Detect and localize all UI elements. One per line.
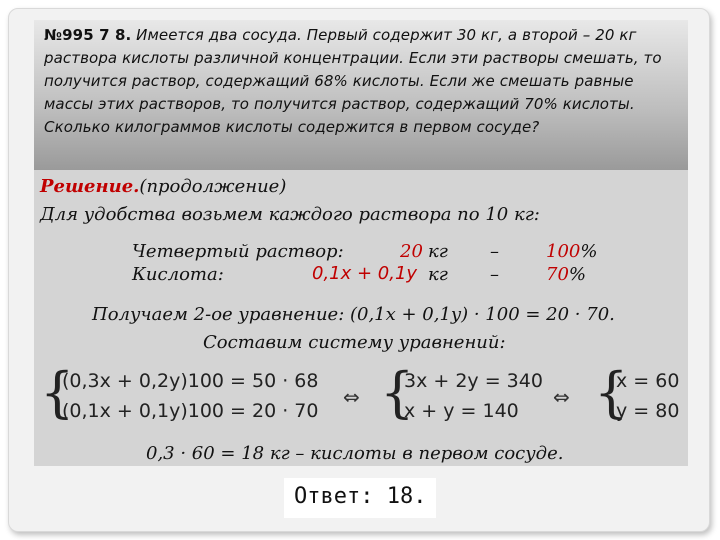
- system2-brace: {: [380, 361, 415, 424]
- system3-eq1: x = 60: [616, 370, 680, 392]
- problem-line-2: раствора кислоты различной концентрации. Если эти растворы смешать, то: [44, 49, 662, 67]
- row2-value: 0,1x + 0,1y: [312, 263, 418, 284]
- equiv-arrow-2: ⇔: [553, 385, 570, 409]
- solution-intro: Для удобства возьмем каждого раствора по 10 кг:: [40, 204, 540, 225]
- row2-percent: 70%: [546, 264, 587, 285]
- equiv-arrow-1: ⇔: [343, 385, 360, 409]
- problem-number: №995 7 8.: [44, 26, 132, 44]
- system3-brace: {: [594, 361, 629, 424]
- system3-eq2: y = 80: [616, 400, 680, 422]
- equation-2: Получаем 2-ое уравнение: (0,1x + 0,1y) · 100 = 20 · 70.: [92, 304, 615, 325]
- problem-statement: [44, 24, 684, 139]
- row2-label: Кислота:: [132, 264, 224, 285]
- row1-unit: кг: [428, 241, 448, 262]
- problem-line-1: №995 7 8. Имеется два сосуда. Первый содержит 30 кг, а второй – 20 кг: [44, 26, 637, 44]
- row1-dash: –: [490, 241, 499, 262]
- row1-value: 20: [400, 241, 423, 262]
- problem-line-5: Сколько килограммов кислоты содержится в первом сосуде?: [44, 118, 540, 136]
- row1-percent: 100%: [546, 241, 598, 262]
- system1-eq2: (0,1x + 0,1y)100 = 20 · 70: [62, 400, 319, 422]
- system-intro: Составим систему уравнений:: [203, 332, 506, 353]
- row2-dash: –: [490, 264, 499, 285]
- system2-eq2: x + y = 140: [404, 400, 519, 422]
- problem-line-4: массы этих растворов, то получится раствор, содержащий 70% кислоты.: [44, 95, 635, 113]
- system1-eq1: (0,3x + 0,2y)100 = 50 · 68: [62, 370, 319, 392]
- problem-line-3: получится раствор, содержащий 68% кислоты. Если же смешать равные: [44, 72, 634, 90]
- answer: Ответ: 18.: [294, 484, 427, 509]
- row2-unit: кг: [428, 264, 448, 285]
- solution-heading: Решение.(продолжение): [40, 176, 287, 197]
- system2-eq1: 3x + 2y = 340: [404, 370, 543, 392]
- system1-brace: {: [40, 361, 75, 424]
- row1-label: Четвертый раствор:: [132, 241, 344, 262]
- conclusion: 0,3 · 60 = 18 кг – кислоты в первом сосуде.: [146, 443, 564, 464]
